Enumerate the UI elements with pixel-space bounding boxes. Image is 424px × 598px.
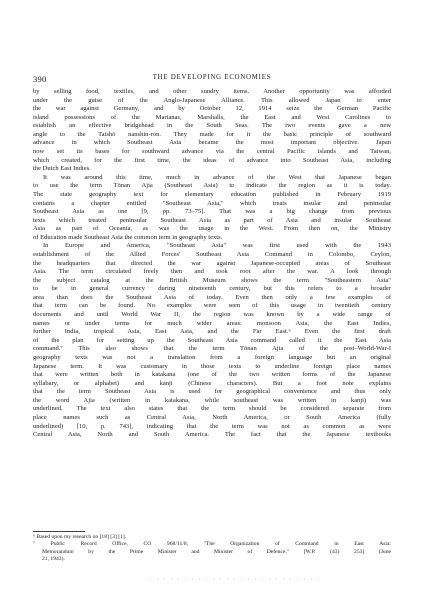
text-line: to use the term Tōnan Ajia (Southeast Asia) to indicate the region as it is today.	[33, 182, 391, 190]
text-line: establish an effective bridgehead in the South Seas. The two events gave a new	[33, 122, 391, 130]
text-line: Central Asia, North and South America. The fact that the Japanese textbooks	[33, 431, 391, 439]
footnote-divider	[33, 531, 85, 532]
text-line: It was around this time, much in advance of the West that Japanese began	[43, 173, 391, 181]
footnote-line: Memorandum by the Prime Minister and Minister of Defence," [W.P. (43) 253] (June	[42, 548, 391, 555]
text-line: syllabary, or alphabet) and kanji (Chinese characters). But a foot note explains	[33, 379, 391, 387]
text-line: the war against Germany, and by October 12, 1914 seize the German Pacific	[33, 105, 391, 113]
footnote-line: ⁶ Based upon my research on [18] [3] [1].	[33, 534, 127, 540]
text-line: the Dutch East Indies.	[33, 165, 91, 173]
text-line: of the plan for setting up the Southeast Asia command called it the East Asia	[33, 336, 391, 344]
text-line: advance in which Southeast Asia became the most important objective. Japan	[33, 139, 391, 147]
text-line: that were written both in katakana (one of the two written forms of the Japanese	[33, 371, 391, 379]
text-line: texts which treated peninsular Southeast Asia as part of Asia and insular Southeast	[33, 216, 391, 224]
text-line: In Europe and America, "Southeast Asia" was first used with the 1943	[43, 242, 391, 250]
footnote-line: ⁷ Public Record Office, CO 968/11/8, "The Organization of Command in East Asia:	[33, 541, 391, 548]
page-header	[33, 74, 391, 86]
text-line: command.⁷ This also shows that the term Tōnan Ajia of the post–World-War-I	[33, 345, 391, 353]
text-line: Southeast Asia as one [9, pp. 73–75]. That was a big change from previous	[33, 208, 391, 216]
text-line: the headquarters that directed the war against Japanese-occupied areas of Southeast	[33, 259, 391, 267]
text-line: Japanese term. It was customary in those texts to underline foreign place names	[33, 362, 391, 370]
text-line: geography texts was not a translation from a foreign language but an original	[33, 353, 391, 361]
text-line: Asia as part of Oceania, as was the usage in the West. From then on, the Ministry	[33, 225, 391, 233]
text-line: which created, for the first time, the ideas of advance into Southeast Asia, including	[33, 156, 391, 164]
text-line: Asia. The term circulated freely then and took root after the war. A look through	[33, 268, 391, 276]
text-line: the word Ajia (written in katakana, while southeast was written in kanji) was	[33, 396, 391, 404]
text-line: further India, tropical Asia, East Asia, and the Far East.⁶ Even the first draft	[33, 328, 391, 336]
text-line: contains a chapter entitled "Southeast Asia," which treats insular and peninsular	[33, 199, 391, 207]
text-line: now set its bases for southward advance via the central Pacific islands and Taiwan,	[33, 148, 391, 156]
text-line: underlined) [10, p. 743], indicating that the term was not as common as were	[33, 422, 391, 430]
text-line: island possessions of the Marianas, Marshalls, the East and West Carolines to	[33, 113, 391, 121]
text-line: underlined. The text also states that the term should be considered separate from	[33, 405, 391, 413]
text-line: documents and until World War II, the region was known by a wide range of	[33, 311, 391, 319]
footnotes	[33, 534, 391, 564]
text-line: under the guise of the Anglo-Japanese Alliance. This allowed Japan to enter	[33, 96, 391, 104]
running-head: THE DEVELOPING ECONOMIES	[152, 74, 272, 81]
text-line: the subject catalog at the British Museum shows the term "Southeastern Asia"	[33, 276, 391, 284]
text-line: names or under terms for much wider areas: monsoon Asia, the East Indies,	[33, 319, 391, 327]
footnote-line: 21, 1943).	[42, 556, 65, 563]
text-line: The state geography text for elementary education published in February 1919	[33, 190, 391, 198]
text-line: place names such as Central Asia, North America, or South America (fully	[33, 413, 391, 421]
text-line: by selling food, textiles, and other sundry items. Another opportunity was afforded	[33, 88, 391, 95]
text-line: that the term Southeast Asia is used for geographical convenience and thus only	[33, 388, 391, 396]
text-line: of Education made Southeast Asia the common term in geography texts.	[33, 233, 223, 241]
text-line: that term can be found. No examples were seen of this usage in twentieth century	[33, 302, 391, 310]
text-line: to be in general currency during nineteenth century, but this refers to a broader	[33, 285, 391, 293]
text-line: establishment of the Allied Forces' Southeast Asia Command in Colombo, Ceylon,	[33, 250, 391, 258]
scan-speckle	[150, 578, 320, 580]
body-text	[33, 88, 391, 440]
text-line: angle to the Taishō nanshin-ron. They made for it the basic principle of southward	[33, 130, 391, 138]
text-line: area than does the Southeast Asia of today. Even then only a few examples of	[33, 293, 391, 301]
page-number: 390	[33, 74, 47, 84]
